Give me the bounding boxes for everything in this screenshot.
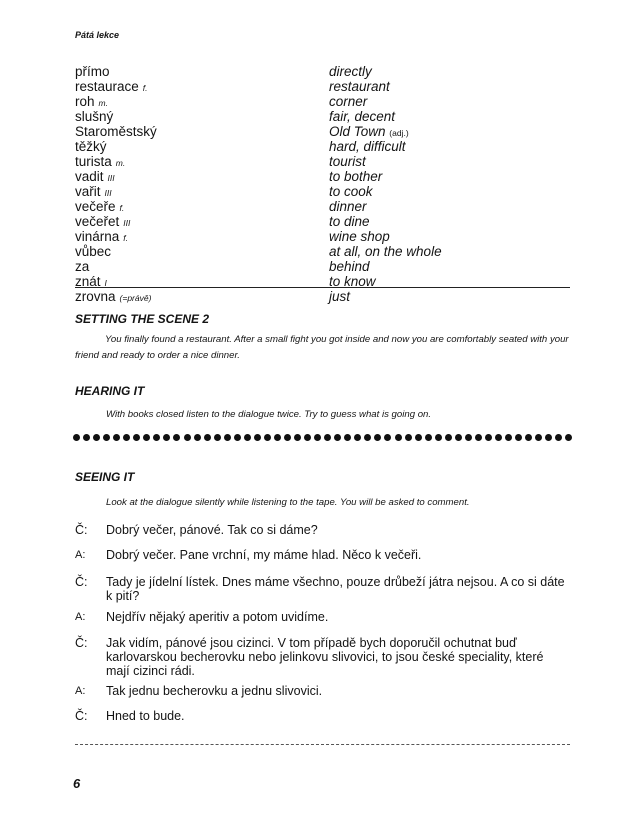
czech-word	[75, 199, 329, 214]
speaker-label: Č:	[75, 709, 88, 723]
english-text: behind	[329, 259, 370, 274]
english-text: to know	[329, 274, 376, 289]
grammar-note: III	[107, 173, 115, 183]
dashed-divider	[75, 744, 570, 745]
english-text: directly	[329, 64, 372, 79]
czech-word	[75, 229, 329, 244]
separator-dot	[264, 434, 271, 441]
vocab-row	[75, 259, 555, 274]
dialogue-text: Tady je jídelní lístek. Dnes máme všechno, pouze drůbeží játra nejsou. A co si dáte k pití?	[106, 575, 565, 603]
dialogue-line	[75, 523, 570, 538]
czech-word	[75, 289, 329, 304]
czech-word	[75, 109, 329, 124]
dialogue-line	[75, 709, 570, 724]
separator-dot	[475, 434, 482, 441]
separator-dot	[415, 434, 422, 441]
separator-dot	[525, 434, 532, 441]
separator-dot	[445, 434, 452, 441]
vocab-row	[75, 199, 555, 214]
hearing-title: HEARING IT	[75, 384, 145, 398]
czech-word	[75, 64, 329, 79]
czech-word-text: vůbec	[75, 244, 112, 259]
grammar-note: m.	[98, 98, 108, 108]
separator-dot	[284, 434, 291, 441]
czech-word-text: restaurace	[75, 79, 139, 94]
separator-dot	[485, 434, 492, 441]
czech-word	[75, 214, 329, 229]
seeing-title: SEEING IT	[75, 470, 135, 484]
separator-dot	[83, 434, 90, 441]
grammar-note: III	[104, 188, 112, 198]
separator-dot	[234, 434, 241, 441]
vocab-row	[75, 94, 555, 109]
separator-dot	[515, 434, 522, 441]
vocab-row	[75, 214, 555, 229]
czech-word-text: za	[75, 259, 90, 274]
grammar-note: f.	[123, 233, 129, 243]
english-translation	[329, 79, 390, 94]
czech-word	[75, 154, 329, 169]
speaker-label: Č:	[75, 575, 88, 589]
english-text: to bother	[329, 169, 383, 184]
separator-dot	[123, 434, 130, 441]
czech-word-text: těžký	[75, 139, 107, 154]
czech-word-text: přímo	[75, 64, 110, 79]
english-translation	[329, 64, 372, 79]
separator-dot	[133, 434, 140, 441]
separator-dot	[113, 434, 120, 441]
dialogue-text: Dobrý večer, pánové. Tak co si dáme?	[106, 523, 318, 537]
vocab-row	[75, 124, 555, 139]
czech-word-text: znát	[75, 274, 101, 289]
vocab-row	[75, 154, 555, 169]
english-text: tourist	[329, 154, 366, 169]
grammar-note: III	[123, 218, 131, 228]
vocab-row	[75, 229, 555, 244]
vocab-row	[75, 184, 555, 199]
separator-dot	[153, 434, 160, 441]
english-translation	[329, 139, 406, 154]
separator-dot	[405, 434, 412, 441]
separator-dot	[194, 434, 201, 441]
english-translation	[329, 214, 370, 229]
english-text: dinner	[329, 199, 367, 214]
separator-dot	[294, 434, 301, 441]
czech-word	[75, 169, 329, 184]
hearing-text: With books closed listen to the dialogue twice. Try to guess what is going on.	[106, 409, 432, 420]
english-text: fair, decent	[329, 109, 396, 124]
dialogue-text: Hned to bude.	[106, 709, 185, 723]
czech-word	[75, 184, 329, 199]
dialogue-text: Dobrý večer. Pane vrchní, my máme hlad. Něco k večeři.	[106, 548, 422, 562]
separator-dot	[314, 434, 321, 441]
czech-word	[75, 244, 329, 259]
dialogue-line	[75, 548, 570, 563]
separator-dot	[173, 434, 180, 441]
separator-dot	[274, 434, 281, 441]
separator-dot	[334, 434, 341, 441]
separator-dot	[435, 434, 442, 441]
english-translation	[329, 169, 382, 184]
speaker-label: Č:	[75, 523, 88, 537]
separator-dot	[545, 434, 552, 441]
vocab-row	[75, 79, 555, 94]
chapter-header: Pátá lekce	[75, 30, 120, 40]
section-divider	[75, 287, 570, 288]
grammar-note: (=právě)	[119, 293, 152, 303]
english-text: wine shop	[329, 229, 390, 244]
grammar-note: m.	[115, 158, 126, 168]
czech-word-text: Staroměstský	[75, 124, 157, 139]
seeing-text: Look at the dialogue silently while listening to the tape. You will be asked to comment.	[106, 497, 470, 508]
separator-dot	[103, 434, 110, 441]
czech-word	[75, 79, 329, 94]
vocab-row	[75, 289, 555, 304]
english-translation	[329, 109, 395, 124]
english-text: at all, on the whole	[329, 244, 442, 259]
english-text: corner	[329, 94, 368, 109]
separator-dot	[184, 434, 191, 441]
speaker-label: A:	[75, 611, 86, 623]
english-text: just	[329, 289, 351, 304]
separator-dot	[535, 434, 542, 441]
english-translation	[329, 154, 366, 169]
separator-dot	[324, 434, 331, 441]
czech-word-text: vadit	[75, 169, 104, 184]
separator-dot	[143, 434, 150, 441]
vocab-row	[75, 64, 555, 79]
dot-separator	[73, 434, 573, 441]
czech-word-text: večeře	[75, 199, 116, 214]
czech-word	[75, 94, 329, 109]
czech-word	[75, 139, 329, 154]
czech-word-text: vařit	[75, 184, 101, 199]
separator-dot	[505, 434, 512, 441]
english-translation	[329, 229, 390, 244]
czech-word-text: vinárna	[75, 229, 120, 244]
czech-word-text: večeřet	[75, 214, 120, 229]
separator-dot	[93, 434, 100, 441]
vocab-row	[75, 169, 555, 184]
separator-dot	[304, 434, 311, 441]
separator-dot	[565, 434, 572, 441]
separator-dot	[495, 434, 502, 441]
dialogue-text: Tak jednu becherovku a jednu slivovici.	[106, 684, 323, 698]
separator-dot	[455, 434, 462, 441]
english-text: to cook	[329, 184, 373, 199]
czech-word	[75, 124, 329, 139]
separator-dot	[364, 434, 371, 441]
separator-dot	[344, 434, 351, 441]
vocab-row	[75, 139, 555, 154]
vocabulary-list	[75, 64, 555, 304]
speaker-label: A:	[75, 685, 86, 697]
separator-dot	[425, 434, 432, 441]
separator-dot	[374, 434, 381, 441]
separator-dot	[73, 434, 80, 441]
dialogue-line	[75, 684, 570, 699]
speaker-label: A:	[75, 549, 86, 561]
grammar-note: f.	[142, 83, 148, 93]
separator-dot	[204, 434, 211, 441]
english-translation	[329, 124, 409, 139]
separator-dot	[395, 434, 402, 441]
english-grammar-note: (adj.)	[389, 128, 409, 138]
speaker-label: Č:	[75, 636, 88, 650]
dialogue-line	[75, 636, 570, 678]
separator-dot	[254, 434, 261, 441]
separator-dot	[224, 434, 231, 441]
separator-dot	[244, 434, 251, 441]
english-text: hard, difficult	[329, 139, 406, 154]
english-translation	[329, 289, 350, 304]
page-number: 6	[73, 776, 81, 791]
dialogue-line	[75, 575, 570, 603]
english-text: to dine	[329, 214, 370, 229]
setting-scene-text: You finally found a restaurant. After a small fight you got inside and now you are comfortably seated with your friend and ready to order a nice dinner.	[75, 334, 569, 361]
grammar-note: I	[104, 278, 107, 288]
vocab-row	[75, 244, 555, 259]
czech-word-text: slušný	[75, 109, 114, 124]
english-translation	[329, 244, 442, 259]
separator-dot	[354, 434, 361, 441]
grammar-note: f.	[119, 203, 125, 213]
english-translation	[329, 259, 370, 274]
czech-word-text: turista	[75, 154, 112, 169]
english-text: restaurant	[329, 79, 390, 94]
dialogue-text: Nejdřív nějaký aperitiv a potom uvidíme.	[106, 610, 329, 624]
separator-dot	[465, 434, 472, 441]
vocab-row	[75, 109, 555, 124]
dialogue-line	[75, 610, 570, 625]
separator-dot	[555, 434, 562, 441]
czech-word-text: zrovna	[75, 289, 116, 304]
czech-word-text: roh	[75, 94, 95, 109]
separator-dot	[384, 434, 391, 441]
separator-dot	[214, 434, 221, 441]
setting-scene-title: SETTING THE SCENE 2	[75, 312, 210, 326]
english-translation	[329, 94, 367, 109]
english-text: Old Town	[329, 124, 386, 139]
czech-word	[75, 259, 329, 274]
english-translation	[329, 199, 367, 214]
dialogue-text: Jak vidím, pánové jsou cizinci. V tom případě bych doporučil ochutnat buď karlovarskou becherovku nebo jelinkovu slivovici, to jsou české speciality, které mají cizinci rádi.	[106, 636, 544, 678]
english-translation	[329, 184, 373, 199]
separator-dot	[163, 434, 170, 441]
